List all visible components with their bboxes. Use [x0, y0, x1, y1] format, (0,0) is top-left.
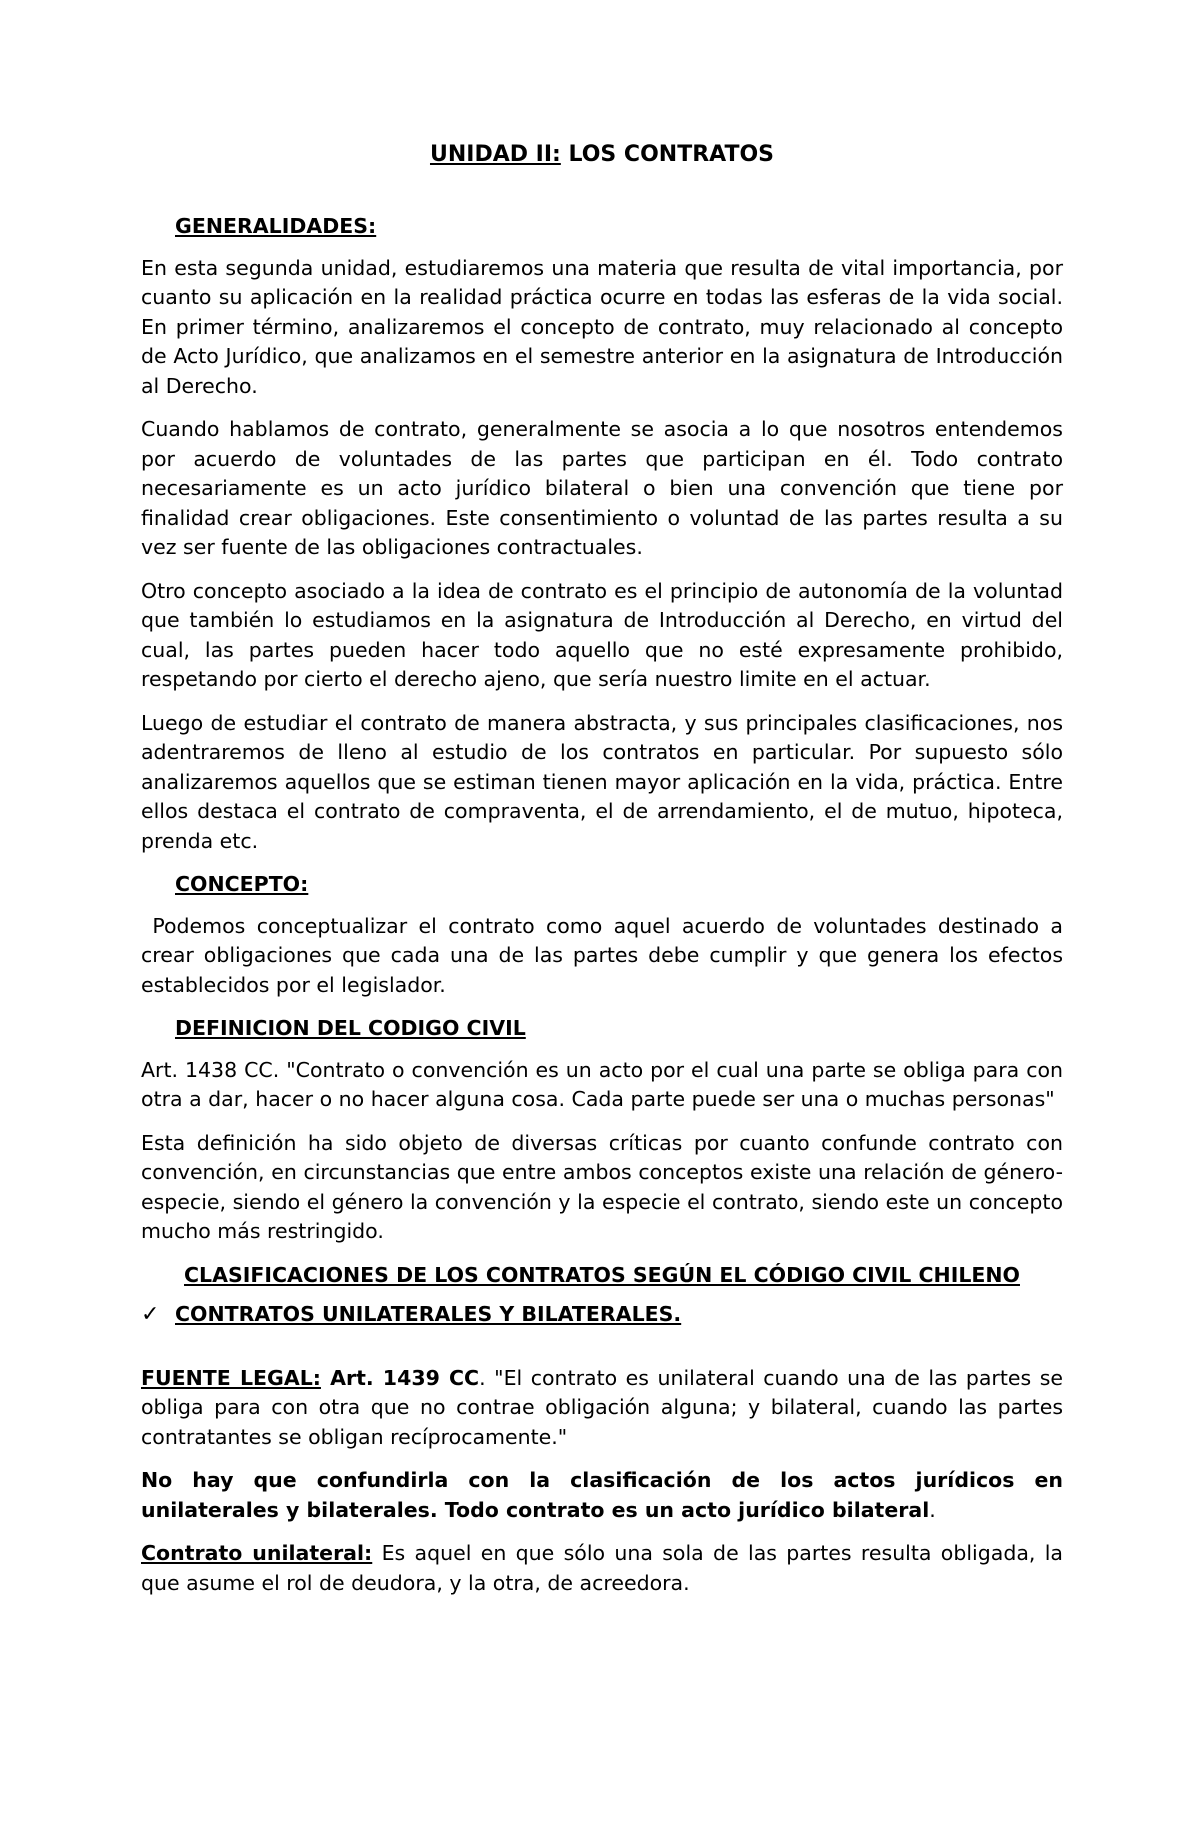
spacer: [141, 1342, 1063, 1364]
title-unit: UNIDAD II:: [429, 142, 561, 167]
fuente-text: . "El contrato es unilateral cuando una de las partes se obliga para con otra que no contrae obligación alguna; y bilateral, cuando las partes contratantes se obligan recíprocamente.": [141, 1365, 1063, 1449]
section-generalidades-heading: [141, 212, 1063, 242]
note-paragraph: [141, 1466, 1063, 1525]
title-topic: LOS CONTRATOS: [560, 142, 775, 167]
heading-label: GENERALIDADES:: [175, 214, 377, 238]
unilateral-paragraph: [141, 1539, 1063, 1598]
fuente-article: Art. 1439 CC: [320, 1365, 480, 1390]
paragraph: Esta definición ha sido objeto de diversas críticas por cuanto confunde contrato con convención, en circunstancias que entre ambos conceptos existe una relación de género-especie, siendo el género la convención y la especie el contrato, siendo este un concepto mucho más restringido.: [141, 1130, 1063, 1243]
document-title: [141, 140, 1063, 170]
section-unilaterales-heading: [141, 1300, 1063, 1330]
heading-label: DEFINICION DEL CODIGO CIVIL: [175, 1016, 526, 1040]
section-concepto-heading: [141, 870, 1063, 900]
check-icon: ✓: [141, 1302, 160, 1327]
section-definicion-heading: [141, 1014, 1063, 1044]
unilateral-text: Es aquel en que sólo una sola de las partes resulta obligada, la que asume el rol de deudora, y la otra, de acreedora.: [141, 1541, 1063, 1595]
note-bold: No hay que confundirla con la clasificación de los actos jurídicos en unilaterales y bilaterales. Todo contrato es un acto jurídico bilateral: [141, 1468, 1063, 1522]
paragraph: Otro concepto asociado a la idea de contrato es el principio de autonomía de la voluntad que también lo estudiamos en la asignatura de Introducción al Derecho, en virtud del cual, las partes pueden hacer todo aquello que no esté expresamente prohibido, respetando por cierto el derecho ajeno, que sería nuestro limite en el actuar.: [141, 578, 1063, 691]
heading-label: CONCEPTO:: [175, 872, 309, 896]
unilateral-label: Contrato unilateral:: [141, 1541, 373, 1565]
paragraph: Art. 1438 CC. "Contrato o convención es un acto por el cual una parte se obliga para con otra a dar, hacer o no hacer alguna cosa. Cada parte puede ser una o muchas personas": [141, 1057, 1063, 1111]
heading-label: CONTRATOS UNILATERALES Y BILATERALES.: [175, 1302, 682, 1326]
clasificaciones-heading: CLASIFICACIONES DE LOS CONTRATOS SEGÚN EL CÓDIGO CIVIL CHILENO: [184, 1262, 1020, 1287]
fuente-label: FUENTE LEGAL:: [141, 1365, 321, 1390]
fuente-legal-paragraph: [141, 1364, 1063, 1453]
paragraph: Podemos conceptualizar el contrato como aquel acuerdo de voluntades destinado a crear obligaciones que cada una de las partes debe cumplir y que genera los efectos establecidos por el legislador.: [141, 913, 1070, 997]
paragraph: Cuando hablamos de contrato, generalmente se asocia a lo que nosotros entendemos por acuerdo de voluntades de las partes que participan en él. Todo contrato necesariamente es un acto jurídico bilateral o bien una convención que tiene por finalidad crear obligaciones. Este consentimiento o voluntad de las partes resulta a su vez ser fuente de las obligaciones contractuales.: [141, 417, 1063, 559]
note-end: .: [929, 1497, 936, 1522]
document-body: [141, 140, 1070, 1612]
paragraph: En esta segunda unidad, estudiaremos una materia que resulta de vital importancia, por cuanto su aplicación en la realidad práctica ocurre en todas las esferas de la vida social. En primer término, analizaremos el concepto de contrato, muy relacionado al concepto de Acto Jurídico, que analizamos en el semestre anterior en la asignatura de Introducción al Derecho.: [141, 255, 1063, 398]
paragraph: Luego de estudiar el contrato de manera abstracta, y sus principales clasificaciones, nos adentraremos de lleno al estudio de los contratos en particular. Por supuesto sólo analizaremos aquellos que se estiman tienen mayor aplicación en la vida, práctica. Entre ellos destaca el contrato de compraventa, el de arrendamiento, el de mutuo, hipoteca, prenda etc.: [141, 710, 1063, 853]
